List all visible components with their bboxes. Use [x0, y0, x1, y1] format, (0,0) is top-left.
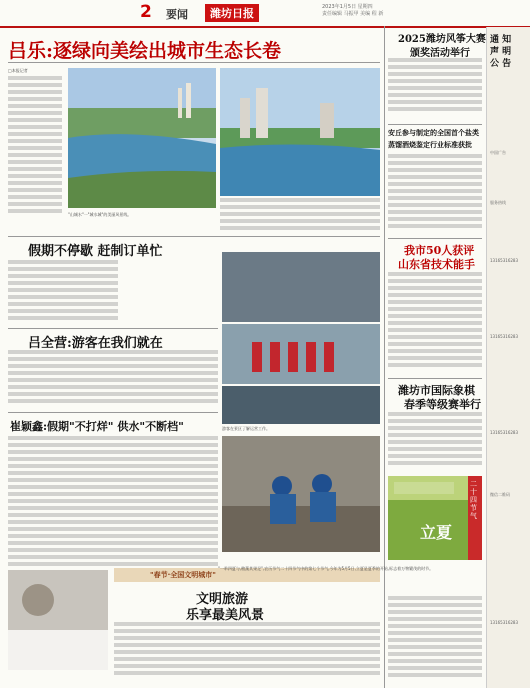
divider [8, 412, 218, 413]
cuiyan-title: 崔颖鑫:假期"不打烊" 供水"不断档" [10, 420, 184, 433]
header-meta [322, 4, 472, 18]
lead-body-col2 [220, 198, 380, 234]
safety-body [388, 154, 482, 234]
meeting-body [388, 58, 482, 120]
river-landscape-image [68, 68, 216, 208]
snow-scene-image [8, 570, 108, 670]
workers-photo [222, 252, 380, 424]
airport-title: 潍坊市国际象棋 [398, 384, 475, 397]
sidebar-phone-2: 13165316283 [490, 334, 518, 339]
divider [388, 124, 482, 125]
sidebar-phone-1: 13165316283 [490, 258, 518, 263]
lvjinying-title: 吕全营:游客在我们就在 [28, 336, 163, 351]
solar-term-name: 立夏 [420, 523, 453, 542]
award-subtitle: 山东省技术能手 [398, 258, 475, 271]
sidebar-service-label: 服务热线 [490, 200, 506, 205]
page-number: 2 [140, 2, 152, 22]
sidebar-ads-label: 中国广告 [490, 150, 506, 155]
solar-term-caption: "一举四夏与,粮蔬其果足",农历节气二十四节气中的第七个节气,今年为5月5日,立夏是夏季的开始,标志着万物繁茂的时节。 [218, 566, 434, 571]
holiday-title: 假期不停歇 赶制订单忙 [28, 244, 163, 259]
cuiyan-photo [222, 436, 380, 552]
safety-subtitle: 蒸馏酒烧鉴定行业标准获批 [388, 140, 472, 149]
bottom-left-photo [8, 570, 108, 670]
lead-photo-caption: "山城水"一"城水城"的美丽风景线。 [68, 212, 132, 217]
lead-photo [68, 68, 216, 208]
lead-byline: □本报记者 [8, 68, 28, 73]
award-title: 我市50人获评 [404, 244, 475, 257]
lvjinying-photos [222, 252, 380, 424]
lvjinying-caption: 游客在景区了解运营工作。 [222, 426, 270, 431]
airport-subtitle: 春季等级赛举行 [404, 398, 481, 411]
divider [8, 236, 380, 237]
culture-subtitle: 乐享最美风景 [186, 608, 265, 623]
culture-body [114, 622, 380, 682]
divider [8, 62, 380, 63]
right-bottom-body [388, 596, 482, 684]
editor-line: 责任编辑 马振甲 美编 程 新 [322, 11, 384, 17]
culture-title: 文明旅游 [196, 592, 249, 607]
sidebar-web-label: 微信二维码 [490, 492, 510, 497]
cuiyan-body [8, 436, 218, 566]
safety-title: 安丘参与制定的全国首个盐类 [388, 128, 479, 137]
lead-title: 吕乐:逐绿向美绘出城市生态长卷 [8, 40, 282, 62]
divider [388, 378, 482, 379]
meeting-title: 2025潍坊风筝大赛 [398, 34, 486, 45]
notice-line-2: 声 明 [490, 47, 512, 57]
pipeline-workers-image [222, 436, 380, 552]
city-lake-image [220, 68, 380, 196]
award-body [388, 272, 482, 372]
notice-line-3: 公 告 [490, 59, 512, 69]
lead-photo-2 [220, 68, 380, 196]
meeting-subtitle: 颁奖活动举行 [410, 48, 470, 59]
vertical-banner-text: 二十四节气 [470, 480, 477, 520]
sidebar-phone-3: 13165316283 [490, 430, 518, 435]
airport-body [388, 412, 482, 472]
culture-kicker: "春节·全国文明城市" [150, 571, 216, 579]
date-line: 2023年1月5日 星期四 [322, 4, 373, 10]
notice-heading [490, 34, 511, 70]
section-title: 要闻 [166, 8, 188, 21]
holiday-body [8, 260, 118, 324]
sidebar-phone-4: 13165316283 [490, 620, 518, 625]
lvjinying-body [8, 350, 218, 410]
divider [8, 328, 218, 329]
ad-sidebar [486, 27, 530, 688]
notice-line-1: 通 知 [490, 35, 512, 45]
paper-logo: 潍坊日报 [205, 4, 259, 22]
lead-body-col1 [8, 76, 62, 226]
divider [388, 238, 482, 239]
